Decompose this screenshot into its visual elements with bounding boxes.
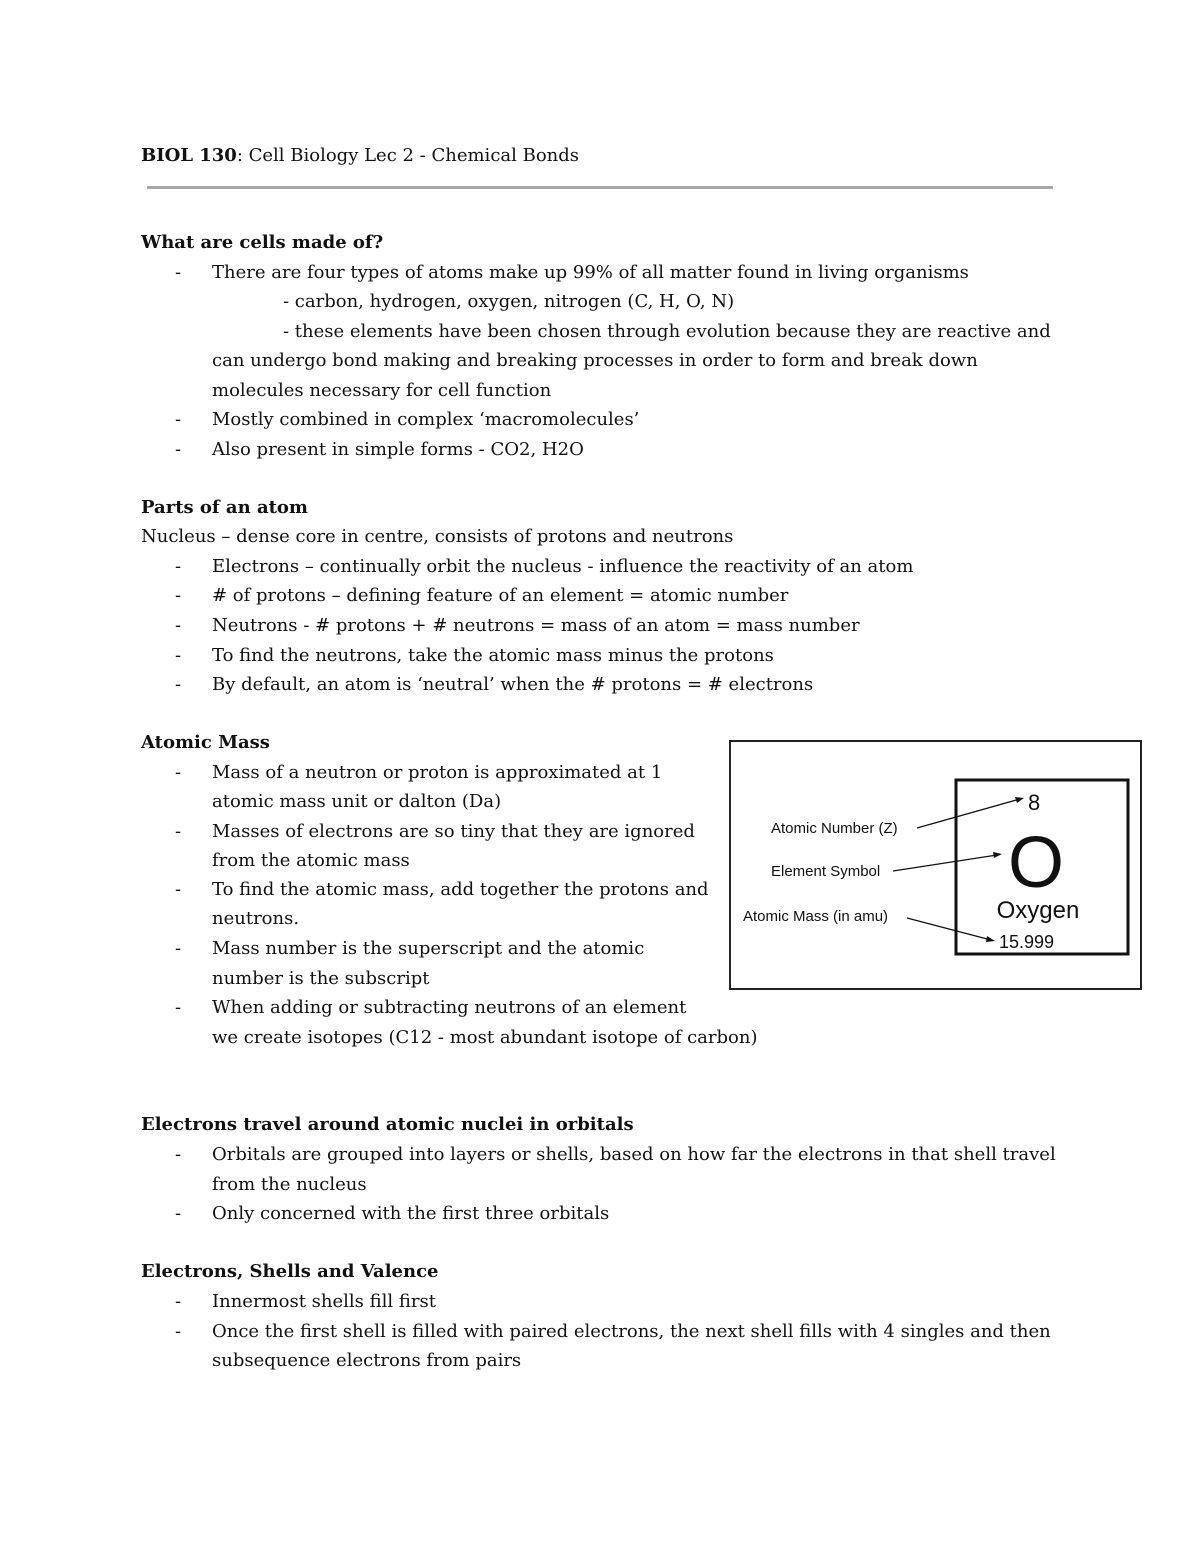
list-item: Innermost shells fill first bbox=[212, 1291, 436, 1312]
pointer-line-atomic-mass bbox=[907, 918, 991, 940]
section-heading-orbitals: Electrons travel around atomic nuclei in orbitals bbox=[141, 1114, 634, 1135]
bullet-dash: - bbox=[175, 997, 182, 1018]
list-item: neutrons. bbox=[212, 908, 300, 929]
list-item: can undergo bond making and breaking processes in order to form and break down bbox=[212, 350, 978, 371]
section-heading-valence: Electrons, Shells and Valence bbox=[141, 1261, 439, 1282]
list-item: - carbon, hydrogen, oxygen, nitrogen (C, H, O, N) bbox=[283, 291, 735, 312]
list-item: # of protons – defining feature of an element = atomic number bbox=[212, 585, 789, 606]
list-item: When adding or subtracting neutrons of an element bbox=[212, 997, 687, 1018]
label-atomic-number: Atomic Number (Z) bbox=[771, 820, 898, 837]
list-item: There are four types of atoms make up 99% of all matter found in living organisms bbox=[212, 262, 969, 283]
list-item: By default, an atom is ‘neutral’ when the # protons = # electrons bbox=[212, 674, 814, 695]
list-item: To find the neutrons, take the atomic mass minus the protons bbox=[212, 645, 774, 666]
list-item: number is the subscript bbox=[212, 968, 430, 989]
list-item: from the nucleus bbox=[212, 1174, 367, 1195]
label-element-symbol: Element Symbol bbox=[771, 863, 881, 880]
section-intro: Nucleus – dense core in centre, consists of protons and neutrons bbox=[141, 526, 734, 547]
arrowhead-atomic-number bbox=[1015, 797, 1024, 803]
oxygen-element-figure bbox=[729, 740, 1142, 990]
bullet-dash: - bbox=[175, 674, 182, 695]
list-item: Orbitals are grouped into layers or shells, based on how far the electrons in that shell travel bbox=[212, 1144, 1056, 1165]
bullet-dash: - bbox=[175, 879, 182, 900]
label-atomic-mass: Atomic Mass (in amu) bbox=[743, 908, 889, 925]
element-symbol-value: O bbox=[1007, 823, 1065, 903]
section-heading-mass: Atomic Mass bbox=[141, 732, 270, 753]
list-item: Once the first shell is filled with paired electrons, the next shell fills with 4 singles and then bbox=[212, 1321, 1051, 1342]
list-item: we create isotopes (C12 - most abundant isotope of carbon) bbox=[212, 1027, 758, 1048]
bullet-dash: - bbox=[175, 615, 182, 636]
atomic-mass-value: 15.999 bbox=[999, 932, 1055, 952]
bullet-dash: - bbox=[175, 262, 182, 283]
list-item: Also present in simple forms - CO2, H2O bbox=[212, 439, 584, 460]
bullet-dash: - bbox=[175, 556, 182, 577]
bullet-dash: - bbox=[175, 585, 182, 606]
list-item: atomic mass unit or dalton (Da) bbox=[212, 791, 502, 812]
element-diagram bbox=[731, 742, 1140, 988]
list-item: Only concerned with the first three orbitals bbox=[212, 1203, 610, 1224]
bullet-dash: - bbox=[175, 1144, 182, 1165]
list-item: Mass number is the superscript and the atomic bbox=[212, 938, 645, 959]
list-item: Mostly combined in complex ‘macromolecules’ bbox=[212, 409, 640, 430]
header-divider bbox=[147, 186, 1053, 189]
element-name-value: Oxygen bbox=[996, 897, 1080, 924]
bullet-dash: - bbox=[175, 645, 182, 666]
list-item: - these elements have been chosen through evolution because they are reactive and bbox=[283, 321, 1051, 342]
list-item: To find the atomic mass, add together the protons and bbox=[212, 879, 709, 900]
bullet-dash: - bbox=[175, 1291, 182, 1312]
section-heading-atom: Parts of an atom bbox=[141, 497, 308, 518]
atomic-number-value: 8 bbox=[1028, 790, 1041, 815]
list-item: Electrons – continually orbit the nucleus - influence the reactivity of an atom bbox=[212, 556, 914, 577]
pointer-line-atomic-number bbox=[917, 799, 1020, 828]
pointer-line-element-symbol bbox=[893, 855, 997, 871]
list-item: subsequence electrons from pairs bbox=[212, 1350, 522, 1371]
arrowhead-atomic-mass bbox=[986, 936, 995, 942]
list-item: Masses of electrons are so tiny that they are ignored bbox=[212, 821, 695, 842]
bullet-dash: - bbox=[175, 409, 182, 430]
list-item: molecules necessary for cell function bbox=[212, 380, 552, 401]
bullet-dash: - bbox=[175, 821, 182, 842]
arrowhead-element-symbol bbox=[993, 852, 1002, 858]
list-item: Mass of a neutron or proton is approximated at 1 bbox=[212, 762, 663, 783]
bullet-dash: - bbox=[175, 1203, 182, 1224]
list-item: Neutrons - # protons + # neutrons = mass of an atom = mass number bbox=[212, 615, 860, 636]
course-code: BIOL 130 bbox=[141, 145, 237, 166]
bullet-dash: - bbox=[175, 439, 182, 460]
section-heading-cells: What are cells made of? bbox=[141, 232, 384, 253]
document-title bbox=[141, 145, 579, 167]
title-rest: : Cell Biology Lec 2 - Chemical Bonds bbox=[236, 145, 580, 166]
bullet-dash: - bbox=[175, 762, 182, 783]
bullet-dash: - bbox=[175, 938, 182, 959]
list-item: from the atomic mass bbox=[212, 850, 410, 871]
bullet-dash: - bbox=[175, 1321, 182, 1342]
